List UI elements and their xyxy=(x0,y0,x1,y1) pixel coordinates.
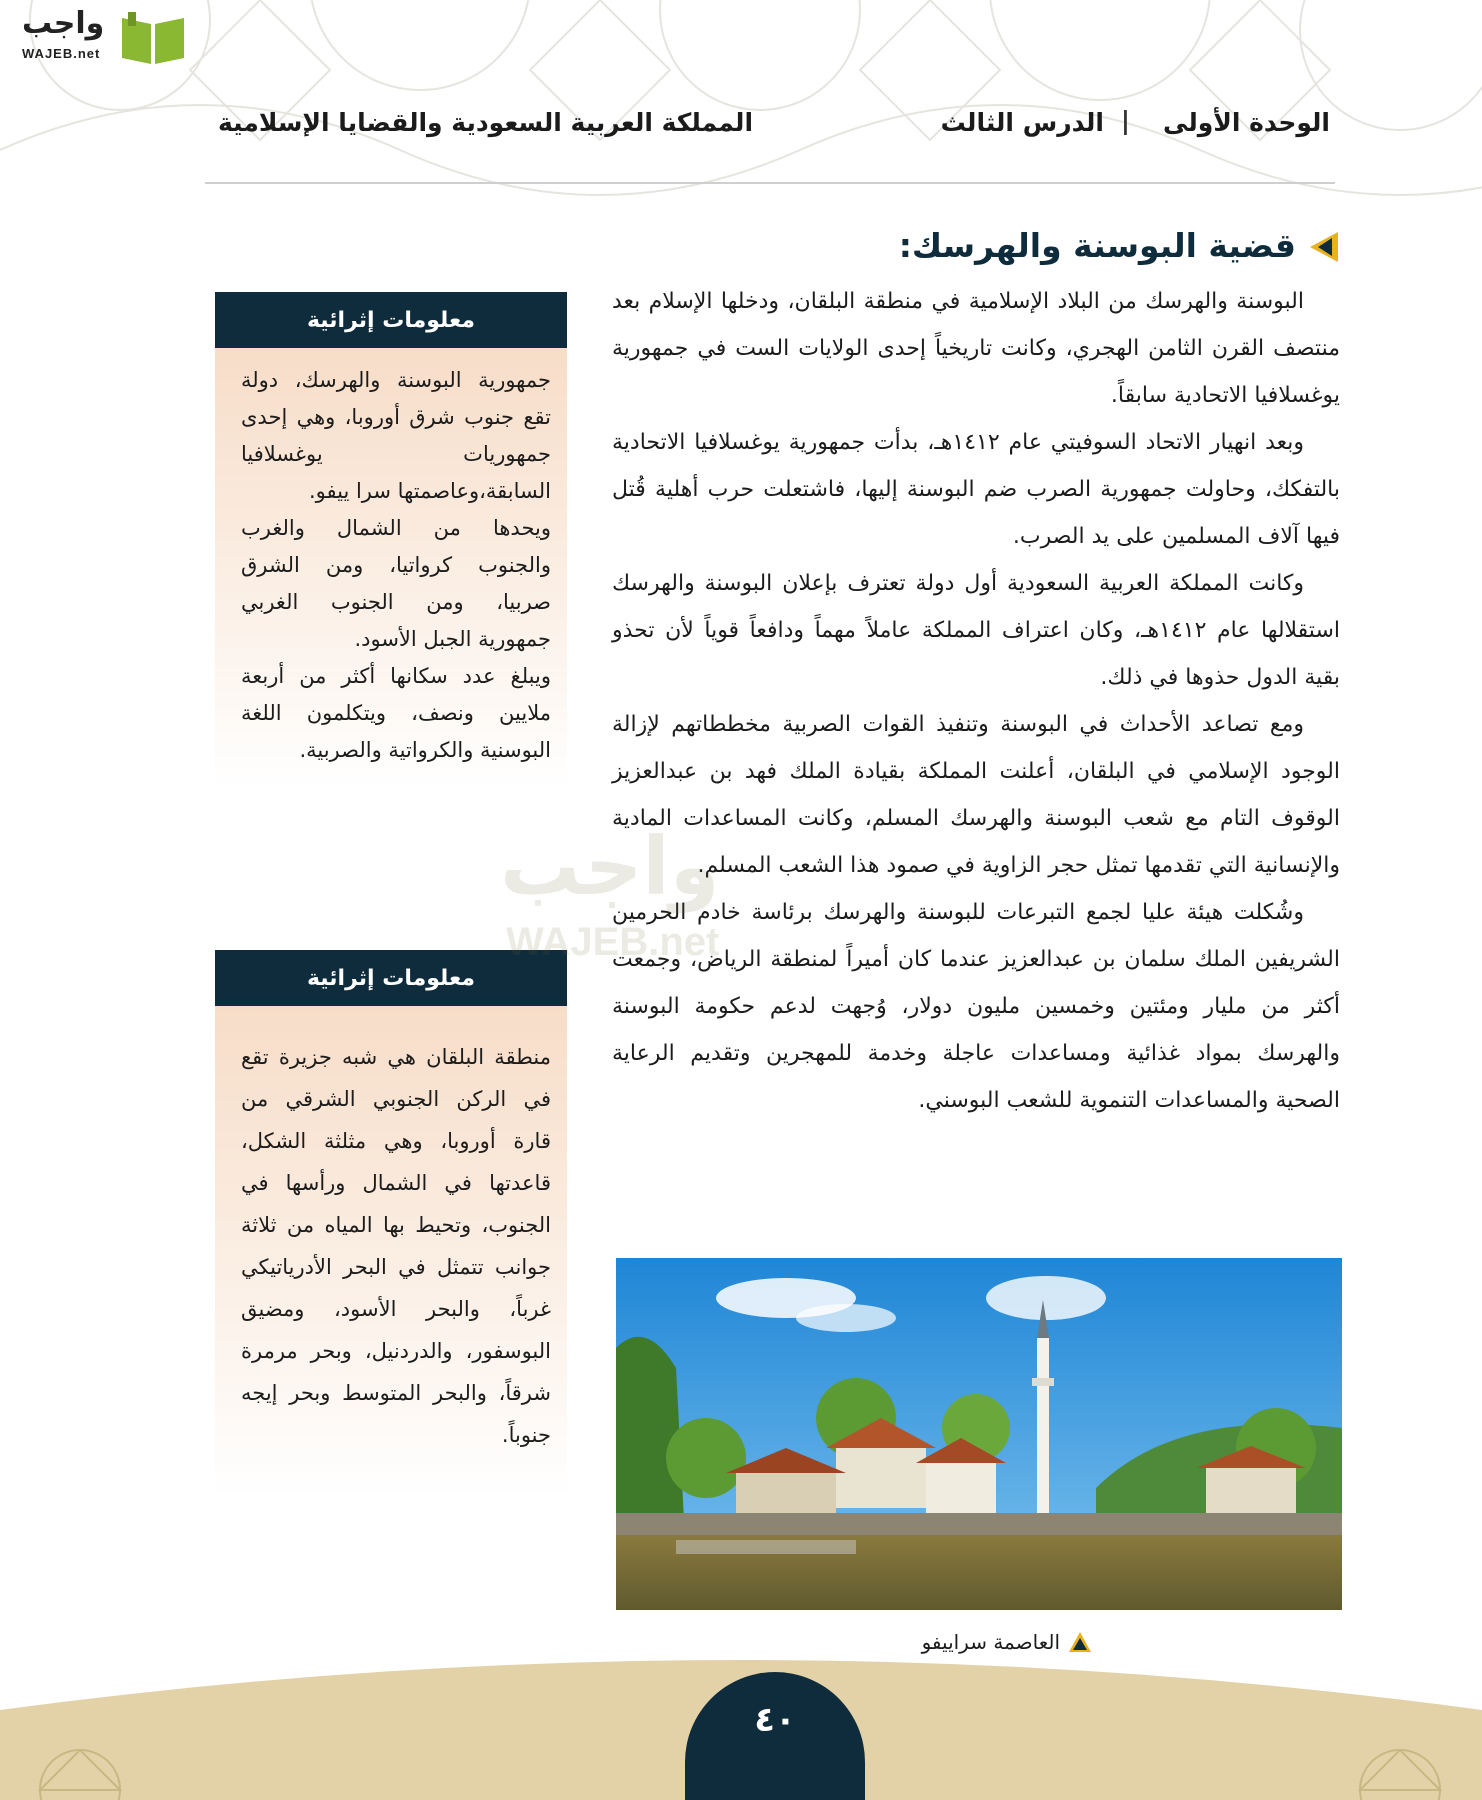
page-header xyxy=(200,108,1330,150)
logo-net: WAJEB.net xyxy=(22,46,101,61)
section-title: قضية البوسنة والهرسك: xyxy=(898,226,1296,265)
section-heading xyxy=(860,226,1340,272)
caption-text: العاصمة سراييفو xyxy=(921,1630,1060,1654)
enrichment-box-title: معلومات إثرائية xyxy=(215,292,567,348)
enrichment-box-body xyxy=(215,348,567,787)
enrichment-paragraph: جمهورية البوسنة والهرسك، دولة تقع جنوب شرق أوروبا، وهي إحدى جمهوريات يوغسلافيا السابقة،وعاصمتها سرا ييفو. xyxy=(241,368,551,503)
wajeb-watermark: واجب WAJEB.net xyxy=(500,820,720,964)
book-icon xyxy=(118,10,188,66)
enrichment-paragraph: ويبلغ عدد سكانها أكثر من أربعة ملايين ونصف، ويتكلمون اللغة البوسنية والكرواتية والصربية. xyxy=(241,664,551,762)
lesson-label: الدرس الثالث xyxy=(940,108,1104,137)
paragraph: وكانت المملكة العربية السعودية أول دولة تعترف بإعلان البوسنة والهرسك استقلالها عام ١٤١٢هـ، وكان اعتراف المملكة عاملاً مهماً ودافعاً قوياً لأن تحذو بقية الدول حذوها في ذلك. xyxy=(612,571,1340,690)
main-text-column xyxy=(612,278,1340,1124)
triangle-marker-icon xyxy=(1306,230,1340,264)
header-separator: | xyxy=(1120,106,1130,135)
subject-title: المملكة العربية السعودية والقضايا الإسلامية xyxy=(218,108,754,137)
paragraph: البوسنة والهرسك من البلاد الإسلامية في منطقة البلقان، ودخلها الإسلام بعد منتصف القرن الثامن الهجري، وكانت تاريخياً إحدى الولايات الست في جمهورية يوغسلافيا الاتحادية سابقاً. xyxy=(612,289,1340,408)
enrichment-box-title: معلومات إثرائية xyxy=(215,950,567,1006)
enrichment-box xyxy=(215,292,567,787)
header-divider xyxy=(205,182,1335,184)
logo-word: واجب xyxy=(22,6,105,41)
sarajevo-photo xyxy=(616,1258,1342,1610)
enrichment-paragraph: ويحدها من الشمال والغرب والجنوب كرواتيا، ومن الشرق صربيا، ومن الجنوب الغربي جمهورية الجبل الأسود. xyxy=(241,516,551,651)
enrichment-paragraph: منطقة البلقان هي شبه جزيرة تقع في الركن الجنوبي الشرقي من قارة أوروبا، وهي مثلثة الشكل، قاعدتها في الشمال ورأسها في الجنوب، وتحيط بها المياه من ثلاثة جوانب تتمثل في البحر الأدرياتيكي غرباً، والبحر الأسود، ومضيق البوسفور، والدردنيل، وبحر مرمرة شرقاً، والبحر المتوسط وبحر إيجه جنوباً. xyxy=(241,1045,551,1447)
enrichment-box xyxy=(215,950,567,1496)
paragraph: وشُكلت هيئة عليا لجمع التبرعات للبوسنة والهرسك برئاسة خادم الحرمين الشريفين الملك سلمان بن عبدالعزيز عندما كان أميراً لمنطقة الرياض، وجمعت أكثر من مليار ومئتين وخمسين مليون دولار، وُجهت لدعم حكومة البوسنة والهرسك بمواد غذائية ومساعدات عاجلة وخدمة للمهجرين وتقديم الرعاية الصحية والمساعدات التنموية للشعب البوسني. xyxy=(612,900,1340,1113)
sarajevo-illustration xyxy=(616,1258,1342,1610)
page-number: ٤٠ xyxy=(685,1672,865,1800)
unit-label: الوحدة الأولى xyxy=(1163,108,1330,137)
paragraph: وبعد انهيار الاتحاد السوفيتي عام ١٤١٢هـ، بدأت جمهورية يوغسلافيا الاتحادية بالتفكك، وحاولت جمهورية الصرب ضم البوسنة إليها، فاشتعلت حرب أهلية قُتل فيها آلاف المسلمين على يد الصرب. xyxy=(612,430,1340,549)
paragraph: ومع تصاعد الأحداث في البوسنة وتنفيذ القوات الصربية مخططاتهم لإزالة الوجود الإسلامي في البلقان، أعلنت المملكة بقيادة الملك فهد بن عبدالعزيز الوقوف التام مع شعب البوسنة والهرسك المسلم، وكانت المساعدات المادية والإنسانية التي تقدمها تمثل حجر الزاوية في صمود هذا الشعب المسلم. xyxy=(612,712,1340,878)
enrichment-box-body xyxy=(215,1006,567,1496)
wajeb-logo[interactable] xyxy=(10,6,190,66)
